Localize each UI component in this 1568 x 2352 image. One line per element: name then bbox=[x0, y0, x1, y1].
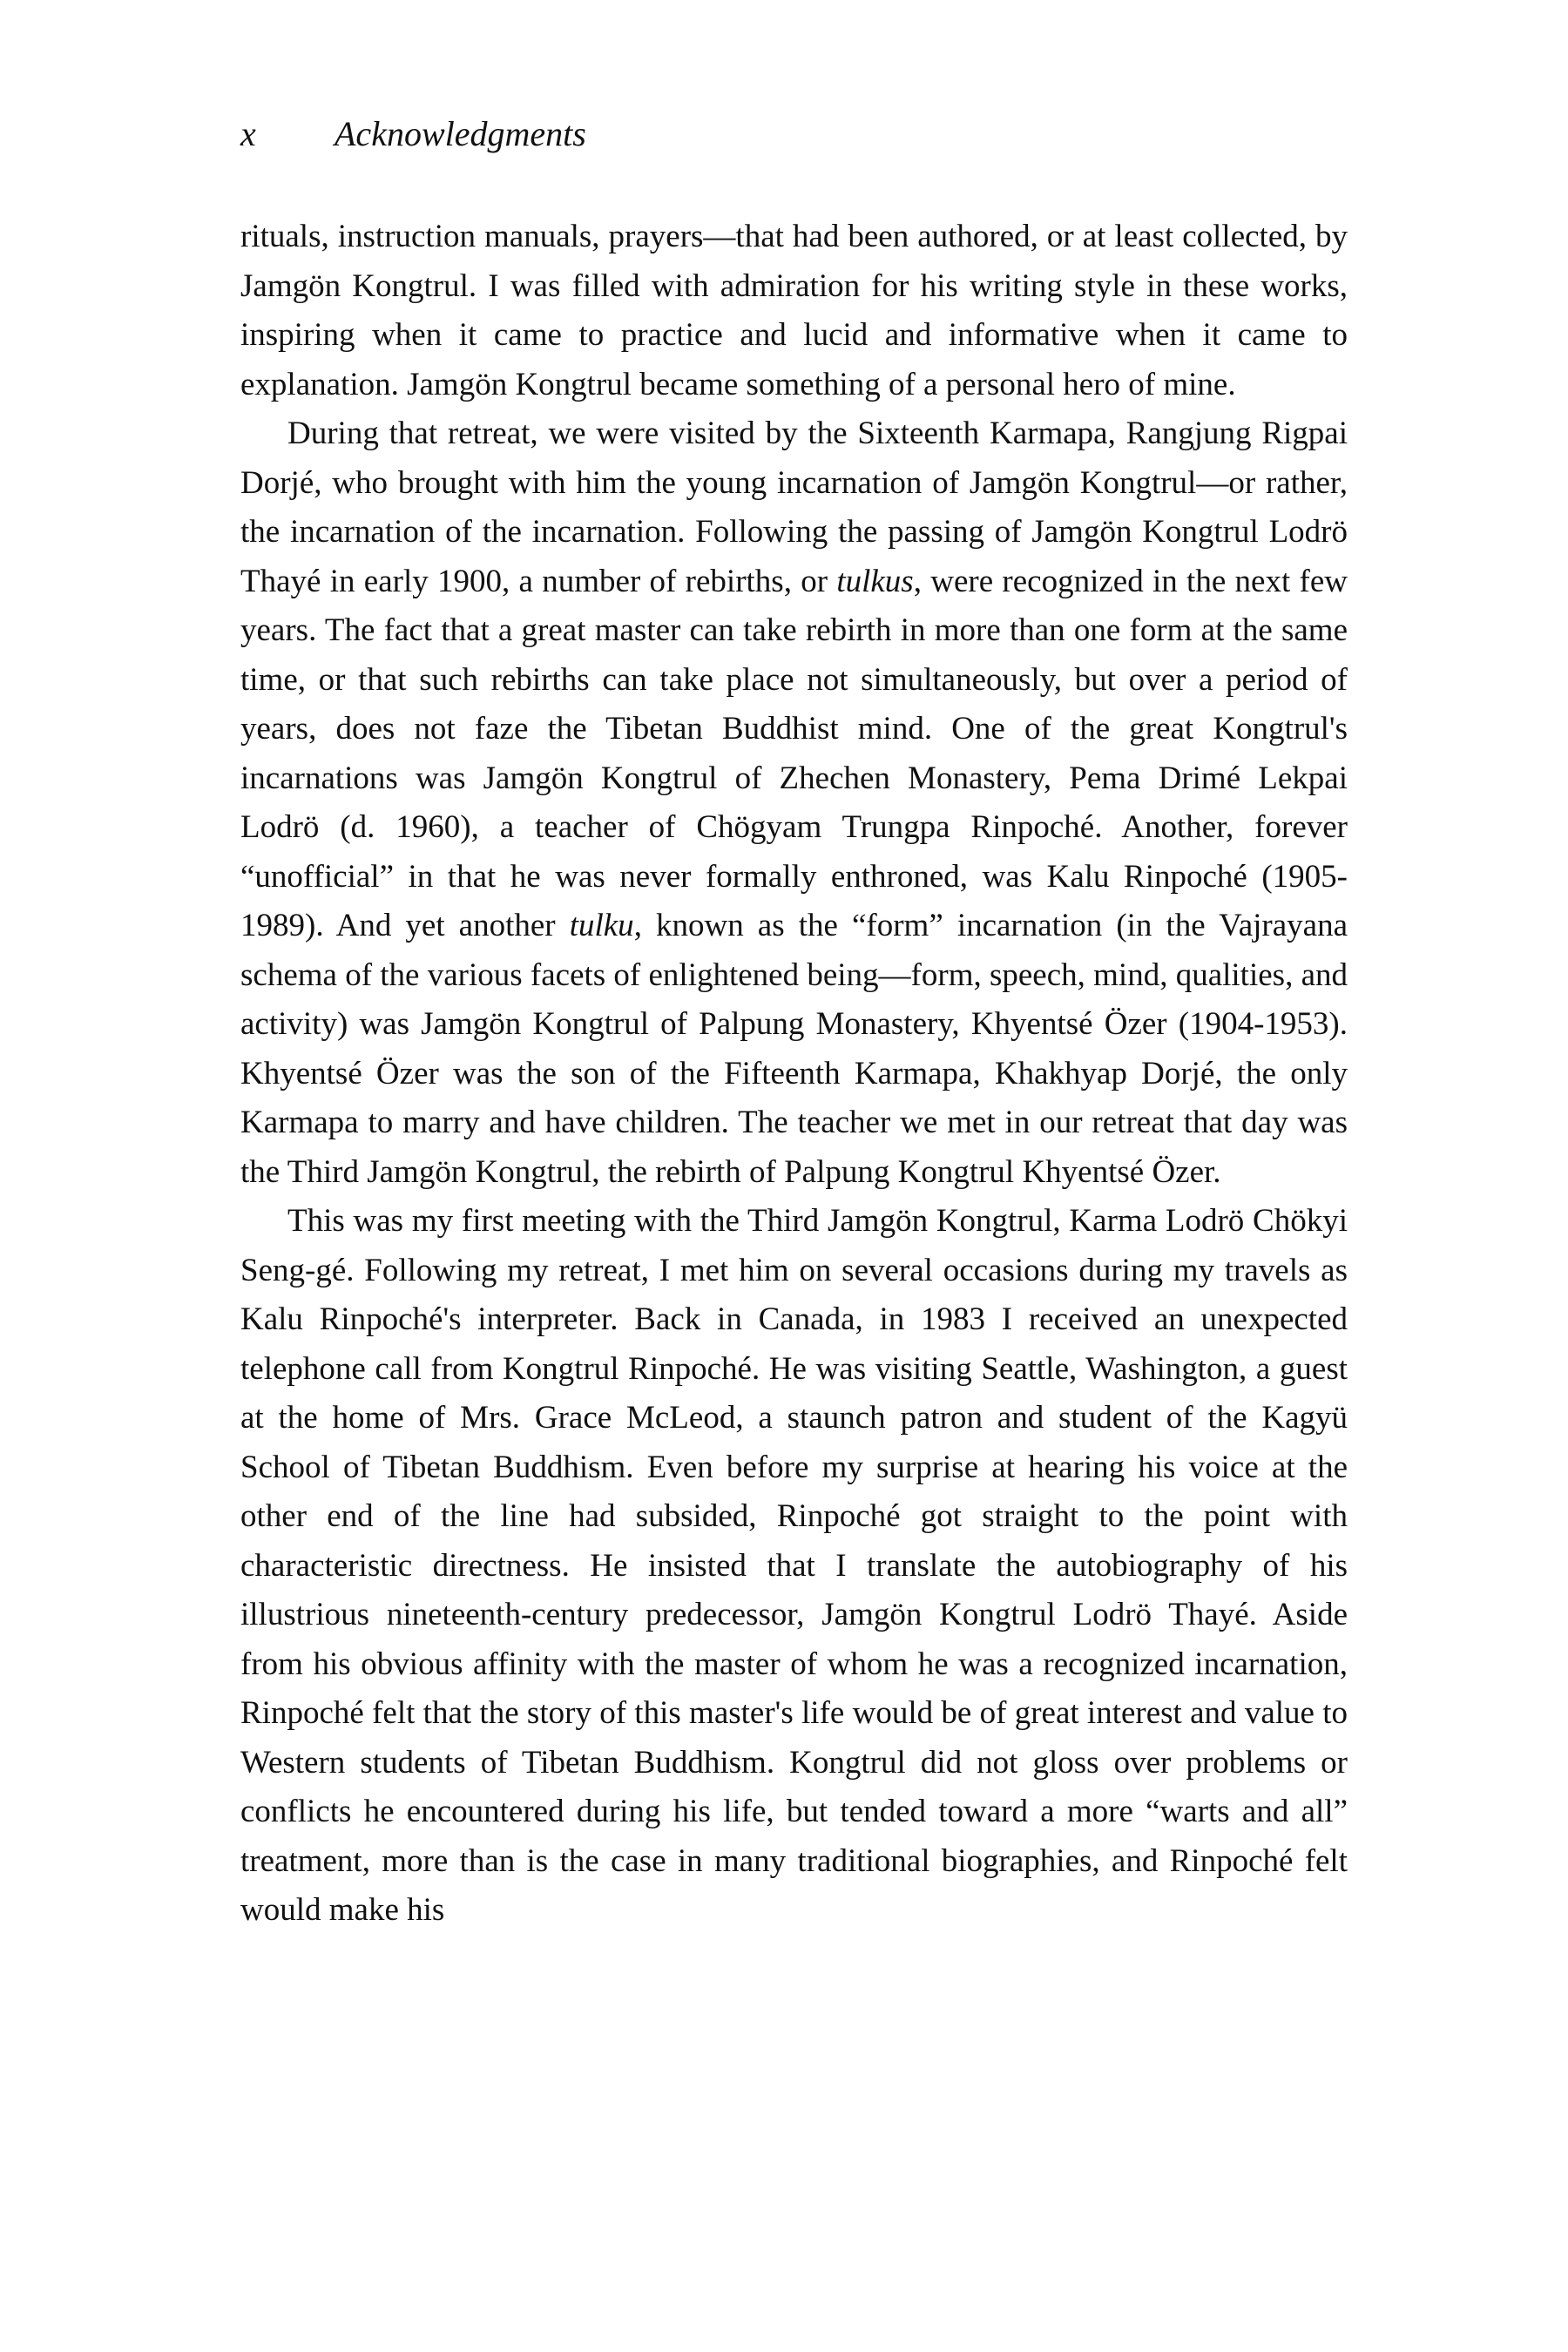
paragraph-2-italic-tulkus: tulkus bbox=[836, 563, 914, 599]
paragraph-3 bbox=[240, 1197, 1348, 1936]
paragraph-3-text: This was my first meeting with the Third Jamgön Kongtrul, Karma Lodrö Chökyi Seng-gé. Following my retreat, I met him on several occasions during my travels as Kalu Rinpoché's interpreter. Back in Canada, in 1983 I received an unexpected telephone call from Kongtrul Rinpoché. He was visiting Seattle, Washington, a guest at the home of Mrs. Grace McLeod, a staunch patron and student of the Kagyü School of Tibetan Buddhism. Even before my surprise at hearing his voice at the other end of the line had subsided, Rinpoché got straight to the point with characteristic directness. He insisted that I translate the autobiography of his illustrious nineteenth-century predecessor, Jamgön Kongtrul Lodrö Thayé. Aside from his obvious affinity with the master of whom he was a recognized incarnation, Rinpoché felt that the story of this master's life would be of great interest and value to Western students of Tibetan Buddhism. Kongtrul did not gloss over problems or conflicts he encountered during his life, but tended toward a more “warts and all” treatment, more than is the case in many traditional biographies, and Rinpoché felt would make his bbox=[240, 1203, 1348, 1928]
paragraph-1-text: rituals, instruction manuals, prayers—that had been authored, or at least collected, by Jamgön Kongtrul. I was filled with admiration for his writing style in these works, inspiring when it came to practice and lucid and informative when it came to explanation. Jamgön Kongtrul became something of a personal hero of mine. bbox=[240, 219, 1348, 402]
paragraph-2 bbox=[240, 409, 1348, 1197]
paragraph-1 bbox=[240, 213, 1348, 409]
running-head-title: Acknowledgments bbox=[335, 114, 586, 153]
body-text bbox=[240, 213, 1348, 1936]
running-head bbox=[240, 110, 586, 159]
paragraph-2-italic-tulku: tulku bbox=[569, 908, 634, 943]
paragraph-2-text-c: , known as the “form” incarnation (in the Vajrayana schema of the various facets of enlightened being—form, speech, mind, qualities, and activity) was Jamgön Kongtrul of Palpung Monastery, Khyentsé Özer (1904-1953). Khyentsé Özer was the son of the Fifteenth Karmapa, Khakhyap Dorjé, the only Karmapa to marry and have children. The teacher we met in our retreat that day was the Third Jamgön Kongtrul, the rebirth of Palpung Kongtrul Khyentsé Özer. bbox=[240, 908, 1348, 1190]
page-number: x bbox=[240, 114, 256, 153]
paragraph-2-text-a: During that retreat, we were visited by the Sixteenth Karmapa, Rangjung Rigpai Dorjé, who brought with him the young incarnation of Jamgön Kongtrul—or rather, the incarnation of the incarnation. Following the passing of Jamgön Kongtrul Lodrö Thayé in early 1900, a number of rebirths, or bbox=[240, 416, 1348, 599]
paragraph-2-text-b: , were recognized in the next few years. The fact that a great master can take rebirth in more than one form at the same time, or that such rebirths can take place not simultaneously, but over a period of years, does not faze the Tibetan Buddhist mind. One of the great Kongtrul's incarnations was Jamgön Kongtrul of Zhechen Monastery, Pema Drimé Lekpai Lodrö (d. 1960), a teacher of Chögyam Trungpa Rinpoché. Another, forever “unofficial” in that he was never formally enthroned, was Kalu Rinpoché (1905-1989). And yet another bbox=[240, 563, 1348, 943]
